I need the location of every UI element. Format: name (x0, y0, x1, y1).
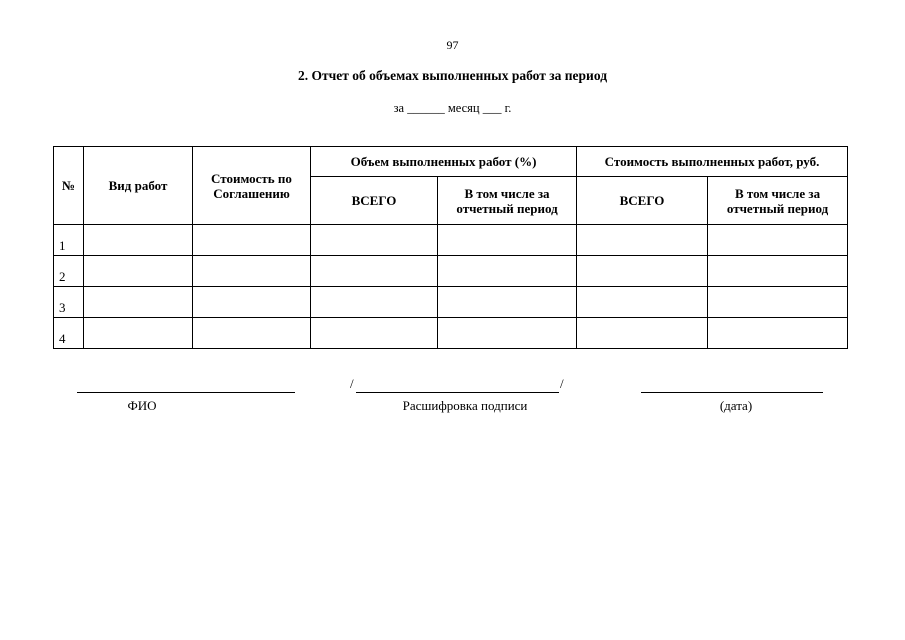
table-row (54, 287, 848, 318)
cell-agreement-cost[interactable] (193, 225, 311, 256)
cell-work-type[interactable] (84, 318, 193, 349)
header-cost-group: Стоимость выполненных работ, руб. (577, 147, 848, 177)
cell-volume-total[interactable] (311, 256, 438, 287)
report-table (53, 146, 848, 349)
header-cost-total: ВСЕГО (577, 177, 708, 225)
header-volume-total: ВСЕГО (311, 177, 438, 225)
header-agreement-cost: Стоимость по Соглашению (193, 147, 311, 225)
table-row (54, 256, 848, 287)
header-num: № (54, 147, 84, 225)
cell-cost-total[interactable] (577, 287, 708, 318)
cell-work-type[interactable] (84, 225, 193, 256)
cell-volume-period[interactable] (438, 256, 577, 287)
cell-volume-total[interactable] (311, 225, 438, 256)
period-line: за ______ месяц ___ г. (393, 101, 512, 115)
row-number: 2 (54, 256, 84, 287)
decode-signature-line[interactable] (356, 392, 559, 393)
table-row (54, 318, 848, 349)
row-number: 1 (54, 225, 84, 256)
page-number: 97 (446, 38, 459, 52)
cell-cost-total[interactable] (577, 318, 708, 349)
cell-cost-period[interactable] (708, 318, 848, 349)
header-cost-period: В том числе за отчетный период (708, 177, 848, 225)
cell-cost-period[interactable] (708, 287, 848, 318)
decode-label: Расшифровка подписи (402, 398, 528, 413)
cell-cost-total[interactable] (577, 225, 708, 256)
decode-slash-left: / (350, 376, 354, 391)
cell-volume-period[interactable] (438, 287, 577, 318)
decode-slash-right: / (560, 376, 564, 391)
row-number: 4 (54, 318, 84, 349)
header-volume-period: В том числе за отчетный период (438, 177, 577, 225)
fio-signature-line[interactable] (77, 392, 295, 393)
cell-cost-period[interactable] (708, 256, 848, 287)
header-row-top (54, 147, 848, 177)
date-signature-line[interactable] (641, 392, 823, 393)
cell-agreement-cost[interactable] (193, 318, 311, 349)
cell-agreement-cost[interactable] (193, 287, 311, 318)
cell-volume-total[interactable] (311, 287, 438, 318)
cell-cost-total[interactable] (577, 256, 708, 287)
cell-agreement-cost[interactable] (193, 256, 311, 287)
document-title: 2. Отчет об объемах выполненных работ за период (297, 68, 608, 83)
cell-work-type[interactable] (84, 287, 193, 318)
cell-volume-total[interactable] (311, 318, 438, 349)
cell-cost-period[interactable] (708, 225, 848, 256)
cell-work-type[interactable] (84, 256, 193, 287)
fio-label: ФИО (127, 398, 157, 413)
table-row (54, 225, 848, 256)
header-volume-group: Объем выполненных работ (%) (311, 147, 577, 177)
header-work-type: Вид работ (84, 147, 193, 225)
cell-volume-period[interactable] (438, 225, 577, 256)
cell-volume-period[interactable] (438, 318, 577, 349)
row-number: 3 (54, 287, 84, 318)
date-label: (дата) (719, 398, 753, 413)
